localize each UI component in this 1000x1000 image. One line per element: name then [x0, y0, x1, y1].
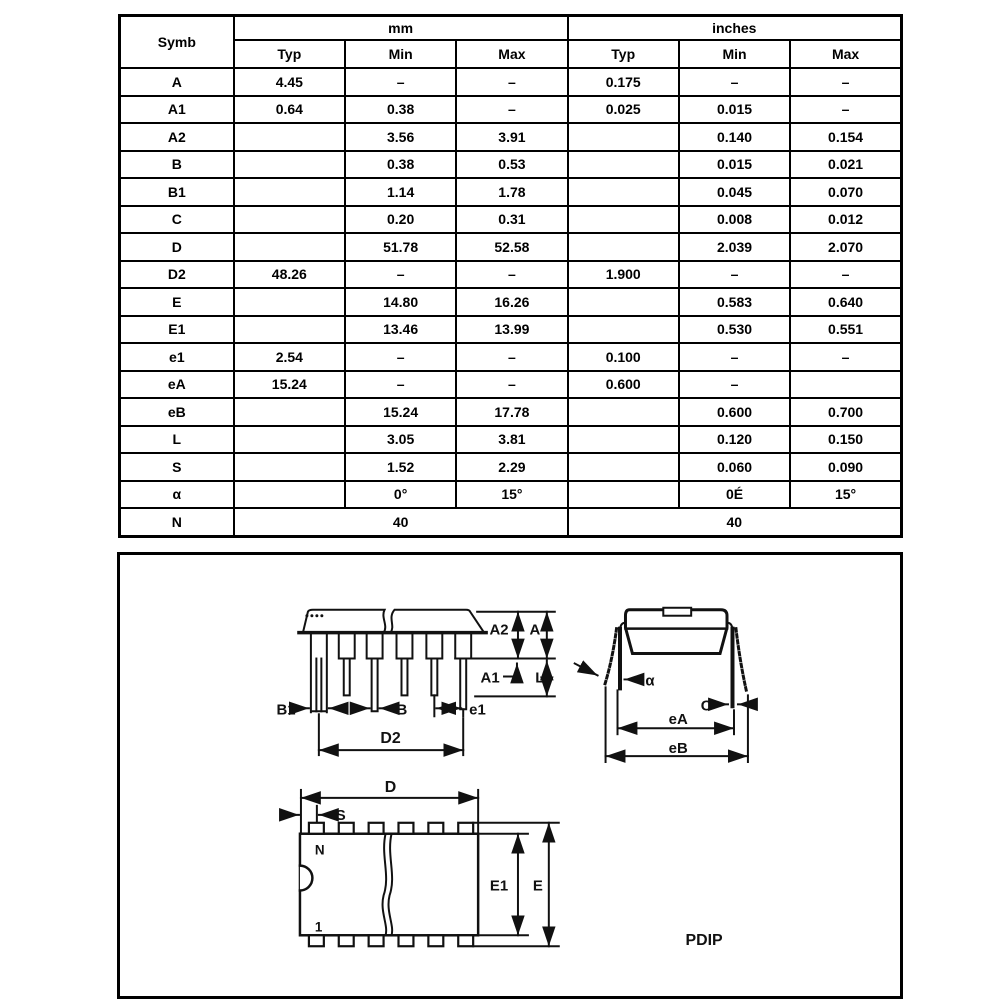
- value-cell: 2.29: [456, 453, 567, 481]
- value-cell: 15°: [790, 481, 901, 509]
- seating-pointer-arrow: [575, 664, 598, 676]
- value-cell: 0.154: [790, 123, 901, 151]
- table-row: [120, 206, 902, 234]
- value-cell: 0.551: [790, 316, 901, 344]
- symbol-cell: E1: [120, 316, 234, 344]
- body-right: [391, 610, 485, 633]
- value-cell: 0.64: [234, 96, 345, 124]
- table-row: [120, 123, 902, 151]
- value-cell: 52.58: [456, 233, 567, 261]
- value-cell: 0.700: [790, 398, 901, 426]
- table-row: [120, 371, 902, 399]
- value-cell: –: [679, 261, 790, 289]
- value-cell: 3.56: [345, 123, 456, 151]
- value-cell: 1.78: [456, 178, 567, 206]
- label-B: B: [396, 701, 408, 719]
- label-e1: e1: [469, 701, 486, 719]
- value-cell: [790, 371, 901, 399]
- value-cell: 0°: [345, 481, 456, 509]
- value-cell: [568, 123, 679, 151]
- value-cell: [234, 481, 345, 509]
- value-cell: 0.090: [790, 453, 901, 481]
- table-row-n: [120, 508, 902, 536]
- value-cell: 0.31: [456, 206, 567, 234]
- symbol-cell: eA: [120, 371, 234, 399]
- side-view: [276, 610, 554, 755]
- header-in-max: Max: [790, 40, 901, 68]
- value-cell: 0.021: [790, 151, 901, 179]
- value-cell: [234, 123, 345, 151]
- header-mm-max: Max: [456, 40, 567, 68]
- value-cell: 0.640: [790, 288, 901, 316]
- value-cell: 0.012: [790, 206, 901, 234]
- value-cell: 0.38: [345, 151, 456, 179]
- top-body: [300, 834, 478, 936]
- symbol-cell: e1: [120, 343, 234, 371]
- value-cell: 0.008: [679, 206, 790, 234]
- label-S: S: [335, 806, 346, 824]
- value-cell: 0.060: [679, 453, 790, 481]
- symbol-cell: D2: [120, 261, 234, 289]
- value-cell: –: [345, 261, 456, 289]
- label-B1: B1: [276, 701, 296, 719]
- value-cell: –: [790, 261, 901, 289]
- label-eB: eB: [668, 740, 688, 758]
- label-alpha: α: [645, 672, 655, 690]
- value-cell: –: [456, 261, 567, 289]
- label-D2: D2: [380, 730, 401, 748]
- table-row: [120, 398, 902, 426]
- n-mm-cell: 40: [234, 508, 568, 536]
- value-cell: –: [345, 371, 456, 399]
- dim-A1-leader: [504, 664, 517, 677]
- value-cell: [568, 206, 679, 234]
- value-cell: [568, 481, 679, 509]
- value-cell: 14.80: [345, 288, 456, 316]
- symbol-cell: A2: [120, 123, 234, 151]
- value-cell: 0.015: [679, 151, 790, 179]
- value-cell: 17.78: [456, 398, 567, 426]
- value-cell: 2.039: [679, 233, 790, 261]
- table-row: [120, 316, 902, 344]
- value-cell: [234, 206, 345, 234]
- value-cell: 15.24: [234, 371, 345, 399]
- label-A: A: [529, 621, 541, 639]
- label-L: L: [535, 669, 545, 687]
- symbol-cell: A1: [120, 96, 234, 124]
- pin: [455, 633, 471, 710]
- label-E: E: [532, 877, 543, 895]
- value-cell: 0.140: [679, 123, 790, 151]
- top-view: [282, 779, 559, 946]
- value-cell: [234, 453, 345, 481]
- value-cell: [234, 398, 345, 426]
- index-notch: [663, 608, 691, 616]
- value-cell: –: [679, 68, 790, 96]
- value-cell: 0.025: [568, 96, 679, 124]
- value-cell: –: [790, 96, 901, 124]
- value-cell: –: [679, 371, 790, 399]
- value-cell: –: [456, 96, 567, 124]
- value-cell: 0.150: [790, 426, 901, 454]
- pin-1: [311, 633, 327, 713]
- value-cell: –: [456, 371, 567, 399]
- symbol-cell: E: [120, 288, 234, 316]
- symbol-cell: A: [120, 68, 234, 96]
- symbol-cell: L: [120, 426, 234, 454]
- value-cell: 15.24: [345, 398, 456, 426]
- header-in-typ: Typ: [568, 40, 679, 68]
- header-inches: inches: [568, 16, 902, 41]
- symbol-cell: eB: [120, 398, 234, 426]
- value-cell: –: [456, 343, 567, 371]
- pdip-drawing: [120, 555, 900, 996]
- pin-count-row-body: [120, 508, 902, 536]
- value-cell: [234, 151, 345, 179]
- value-cell: [234, 288, 345, 316]
- value-cell: [234, 426, 345, 454]
- value-cell: 51.78: [345, 233, 456, 261]
- value-cell: 0.175: [568, 68, 679, 96]
- symbol-cell: S: [120, 453, 234, 481]
- package-type-label: PDIP: [685, 932, 723, 950]
- label-eA: eA: [668, 711, 688, 729]
- table-row: [120, 178, 902, 206]
- value-cell: [568, 151, 679, 179]
- value-cell: 0.070: [790, 178, 901, 206]
- value-cell: [568, 178, 679, 206]
- value-cell: 2.54: [234, 343, 345, 371]
- value-cell: [234, 178, 345, 206]
- value-cell: [568, 453, 679, 481]
- value-cell: 1.14: [345, 178, 456, 206]
- splayed-lead-right: [736, 629, 747, 694]
- splayed-lead-left: [605, 629, 617, 686]
- symbol-cell: C: [120, 206, 234, 234]
- symbol-cell: α: [120, 481, 234, 509]
- header-symb: Symb: [120, 16, 234, 69]
- value-cell: 3.05: [345, 426, 456, 454]
- header-mm: mm: [234, 16, 568, 41]
- label-C: C: [700, 697, 712, 715]
- table-row: [120, 68, 902, 96]
- header-mm-min: Min: [345, 40, 456, 68]
- pin: [367, 633, 383, 712]
- value-cell: [568, 426, 679, 454]
- value-cell: 15°: [456, 481, 567, 509]
- value-cell: 0.120: [679, 426, 790, 454]
- value-cell: 0.530: [679, 316, 790, 344]
- value-cell: 2.070: [790, 233, 901, 261]
- value-cell: 0.100: [568, 343, 679, 371]
- pin: [397, 633, 413, 696]
- n-inches-cell: 40: [568, 508, 902, 536]
- value-cell: [234, 233, 345, 261]
- value-cell: 13.46: [345, 316, 456, 344]
- value-cell: [568, 316, 679, 344]
- body-left: [303, 610, 385, 633]
- end-view: [575, 608, 751, 762]
- value-cell: 16.26: [456, 288, 567, 316]
- value-cell: 48.26: [234, 261, 345, 289]
- label-E1: E1: [489, 877, 509, 895]
- value-cell: 0.600: [568, 371, 679, 399]
- pin: [339, 633, 355, 696]
- value-cell: [568, 398, 679, 426]
- label-D: D: [384, 778, 397, 796]
- value-cell: 4.45: [234, 68, 345, 96]
- value-cell: 0.600: [679, 398, 790, 426]
- dimension-rows: [120, 68, 902, 508]
- value-cell: 1.900: [568, 261, 679, 289]
- package-outline-figure: [117, 552, 903, 999]
- table-row: [120, 96, 902, 124]
- label-A1: A1: [480, 669, 500, 687]
- header-mm-typ: Typ: [234, 40, 345, 68]
- label-pin1: 1: [314, 919, 323, 935]
- table-header: [120, 16, 902, 69]
- label-N: N: [314, 842, 325, 858]
- value-cell: [568, 288, 679, 316]
- value-cell: –: [345, 343, 456, 371]
- value-cell: 0.20: [345, 206, 456, 234]
- value-cell: [234, 316, 345, 344]
- symbol-cell: B1: [120, 178, 234, 206]
- table-row: [120, 151, 902, 179]
- value-cell: 0É: [679, 481, 790, 509]
- table-row: [120, 453, 902, 481]
- table-row: [120, 343, 902, 371]
- table-row: [120, 481, 902, 509]
- symbol-cell: B: [120, 151, 234, 179]
- value-cell: –: [790, 68, 901, 96]
- value-cell: 3.91: [456, 123, 567, 151]
- header-in-min: Min: [679, 40, 790, 68]
- value-cell: 0.53: [456, 151, 567, 179]
- value-cell: –: [456, 68, 567, 96]
- label-A2: A2: [489, 621, 509, 639]
- value-cell: 13.99: [456, 316, 567, 344]
- symbol-cell: D: [120, 233, 234, 261]
- value-cell: 1.52: [345, 453, 456, 481]
- table-row: [120, 426, 902, 454]
- table-row: [120, 261, 902, 289]
- package-dimensions-table: [118, 14, 903, 538]
- value-cell: –: [679, 343, 790, 371]
- value-cell: –: [345, 68, 456, 96]
- table-row: [120, 233, 902, 261]
- value-cell: 0.015: [679, 96, 790, 124]
- value-cell: 0.38: [345, 96, 456, 124]
- symbol-cell: N: [120, 508, 234, 536]
- value-cell: 0.045: [679, 178, 790, 206]
- value-cell: –: [790, 343, 901, 371]
- value-cell: [568, 233, 679, 261]
- table-row: [120, 288, 902, 316]
- value-cell: 0.583: [679, 288, 790, 316]
- pin: [426, 633, 442, 696]
- value-cell: 3.81: [456, 426, 567, 454]
